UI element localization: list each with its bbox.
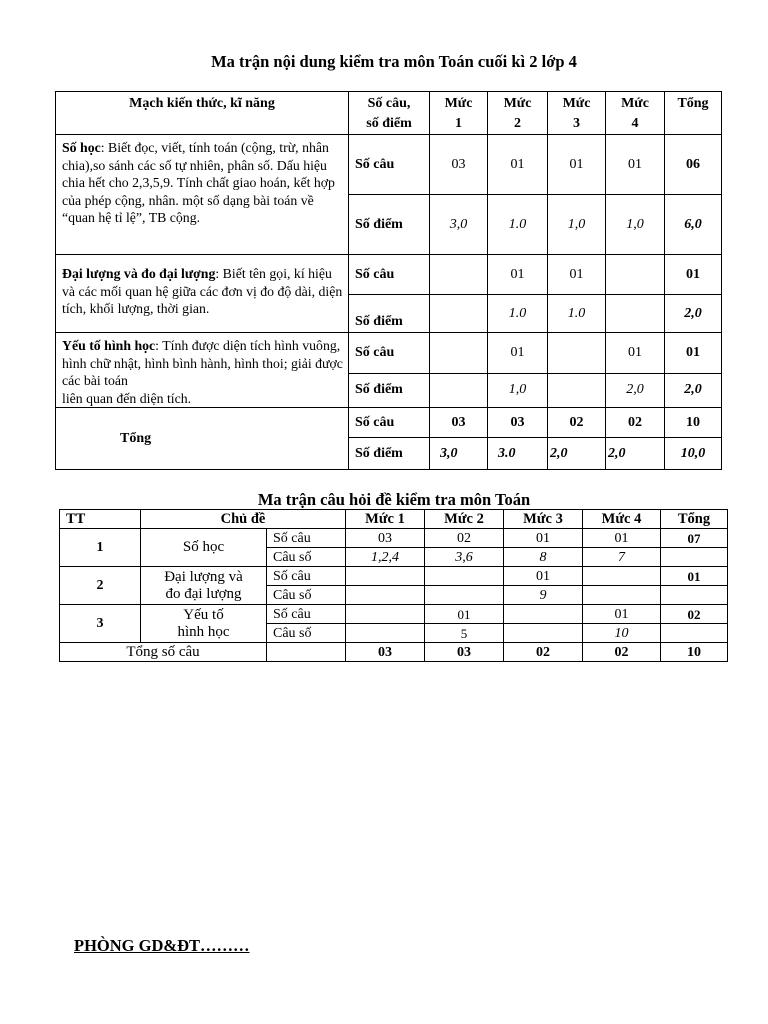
cell: 1,0 [488, 373, 548, 407]
cell [346, 586, 425, 605]
dailuong-socau-row [56, 255, 722, 295]
cell-total: 06 [665, 135, 722, 195]
cell-total: 01 [661, 567, 728, 586]
cell: 1.0 [488, 295, 548, 333]
cell [346, 567, 425, 586]
cell: 2,0 [606, 373, 665, 407]
header-row [60, 510, 728, 529]
cell [548, 333, 606, 374]
cell: 03 [346, 643, 425, 662]
cell [346, 624, 425, 643]
header-tong: Tổng [665, 92, 722, 135]
cell: 02 [425, 529, 504, 548]
header-muc-1: Mức 1 [430, 92, 488, 135]
label-socau: Số câu [267, 605, 346, 624]
cell [425, 586, 504, 605]
tong-label: Tổng [56, 408, 349, 470]
label-causo: Câu số [267, 586, 346, 605]
cell: 1,2,4 [346, 548, 425, 567]
cell: 01 [548, 135, 606, 195]
dailuong-description: Đại lượng và đo đại lượng: Biết tên gọi, kí hiệu và các mối quan hệ giữa các đơn vị đo độ dài, diện tích, khối lượng, thời gian. [56, 255, 349, 333]
cell [504, 605, 583, 624]
cell-total [661, 586, 728, 605]
question-matrix-table [59, 509, 728, 662]
cell: 03 [430, 135, 488, 195]
label-socau: Số câu [267, 567, 346, 586]
cell-total: 01 [665, 255, 722, 295]
cell-total: 07 [661, 529, 728, 548]
label-socau: Số câu [349, 408, 430, 438]
label-socau: Số câu [349, 333, 430, 374]
cell: 02 [606, 408, 665, 438]
cell: 01 [606, 333, 665, 374]
cell: 3,0 [430, 438, 488, 470]
label-socau: Số câu [349, 255, 430, 295]
label-sodiem: Số điểm [349, 295, 430, 333]
cell [425, 567, 504, 586]
cell: 3,6 [425, 548, 504, 567]
label-socau: Số câu [349, 135, 430, 195]
cell: 01 [548, 255, 606, 295]
cell [606, 255, 665, 295]
header-tong: Tổng [661, 510, 728, 529]
cell: 03 [488, 408, 548, 438]
cell-total: 10 [665, 408, 722, 438]
label-sodiem: Số điểm [349, 373, 430, 407]
total-label: Tổng số câu [60, 643, 267, 662]
topic-cell: Đại lượng và đo đại lượng [141, 567, 267, 605]
header-socau-sodiem: Số câu, số điểm [349, 92, 430, 135]
cell-total [661, 624, 728, 643]
cell: 10 [583, 624, 661, 643]
cell-total: 2,0 [665, 295, 722, 333]
cell: 01 [488, 255, 548, 295]
cell-total: 01 [665, 333, 722, 374]
cell [430, 255, 488, 295]
sohoc-description: Số học: Biết đọc, viết, tính toán (cộng, trừ, nhân chia),so sánh các số tự nhiên, phân số. Dấu hiệu chia hết cho 2,3,5,9. Tính chất giao hoán, kết hợp của phép cộng, nhân. một số dạng bài toán về “quan hệ tỉ lệ”, TB cộng. [56, 135, 349, 255]
header-muc-4: Mức 4 [583, 510, 661, 529]
cell: 03 [425, 643, 504, 662]
cell [606, 295, 665, 333]
cell: 02 [504, 643, 583, 662]
cell: 01 [583, 529, 661, 548]
cell [583, 567, 661, 586]
label-causo: Câu số [267, 624, 346, 643]
label-sodiem: Số điểm [349, 438, 430, 470]
cell-total: 2,0 [665, 373, 722, 407]
cell [430, 333, 488, 374]
label-sodiem: Số điểm [349, 195, 430, 255]
label-causo: Câu số [267, 548, 346, 567]
row-1-socau [60, 529, 728, 548]
cell [430, 373, 488, 407]
header-muc-1: Mức 1 [346, 510, 425, 529]
sohoc-socau-row [56, 135, 722, 195]
cell: 9 [504, 586, 583, 605]
header-muc-4: Mức 4 [606, 92, 665, 135]
header-muc-3: Mức 3 [504, 510, 583, 529]
hinhhoc-socau-row [56, 333, 722, 374]
header-row [56, 92, 722, 135]
cell-empty [267, 643, 346, 662]
cell: 01 [488, 135, 548, 195]
cell [504, 624, 583, 643]
cell: 1.0 [488, 195, 548, 255]
cell: 02 [583, 643, 661, 662]
content-matrix-table [55, 91, 722, 470]
cell: 01 [488, 333, 548, 374]
cell-total: 10,0 [665, 438, 722, 470]
cell: 1,0 [548, 195, 606, 255]
cell [583, 586, 661, 605]
cell-total: 10 [661, 643, 728, 662]
cell: 03 [346, 529, 425, 548]
cell: 02 [548, 408, 606, 438]
header-tt: TT [60, 510, 141, 529]
row-2-socau [60, 567, 728, 586]
tt-cell: 1 [60, 529, 141, 567]
cell: 5 [425, 624, 504, 643]
cell: 03 [430, 408, 488, 438]
cell: 01 [425, 605, 504, 624]
cell-total [661, 548, 728, 567]
cell-total: 02 [661, 605, 728, 624]
cell: 01 [583, 605, 661, 624]
cell [430, 295, 488, 333]
header-topic: Mạch kiến thức, kĩ năng [56, 92, 349, 135]
cell: 2,0 [548, 438, 606, 470]
cell [548, 373, 606, 407]
tt-cell: 2 [60, 567, 141, 605]
cell: 3,0 [430, 195, 488, 255]
header-muc-2: Mức 2 [488, 92, 548, 135]
hinhhoc-description: Yếu tố hình học: Tính được diện tích hình vuông, hình chữ nhật, hình bình hành, hình thoi; giải được các bài toán liên quan đến diện tích. [56, 333, 349, 408]
cell [346, 605, 425, 624]
tong-socau-row [56, 408, 722, 438]
cell: 01 [606, 135, 665, 195]
cell-total: 6,0 [665, 195, 722, 255]
header-chude: Chủ đề [141, 510, 346, 529]
header-muc-3: Mức 3 [548, 92, 606, 135]
cell: 7 [583, 548, 661, 567]
cell: 2,0 [606, 438, 665, 470]
topic-cell: Yếu tố hình học [141, 605, 267, 643]
cell: 8 [504, 548, 583, 567]
cell: 01 [504, 567, 583, 586]
label-socau: Số câu [267, 529, 346, 548]
total-row [60, 643, 728, 662]
topic-cell: Số học [141, 529, 267, 567]
content-matrix-title: Ma trận nội dung kiểm tra môn Toán cuối kì 2 lớp 4 [211, 52, 577, 71]
row-3-socau [60, 605, 728, 624]
cell: 3.0 [488, 438, 548, 470]
department-footer: PHÒNG GD&ĐT……… [74, 936, 250, 955]
question-matrix-title: Ma trận câu hỏi đề kiểm tra môn Toán [257, 490, 531, 509]
cell: 1,0 [606, 195, 665, 255]
cell: 01 [504, 529, 583, 548]
tt-cell: 3 [60, 605, 141, 643]
cell: 1.0 [548, 295, 606, 333]
header-muc-2: Mức 2 [425, 510, 504, 529]
